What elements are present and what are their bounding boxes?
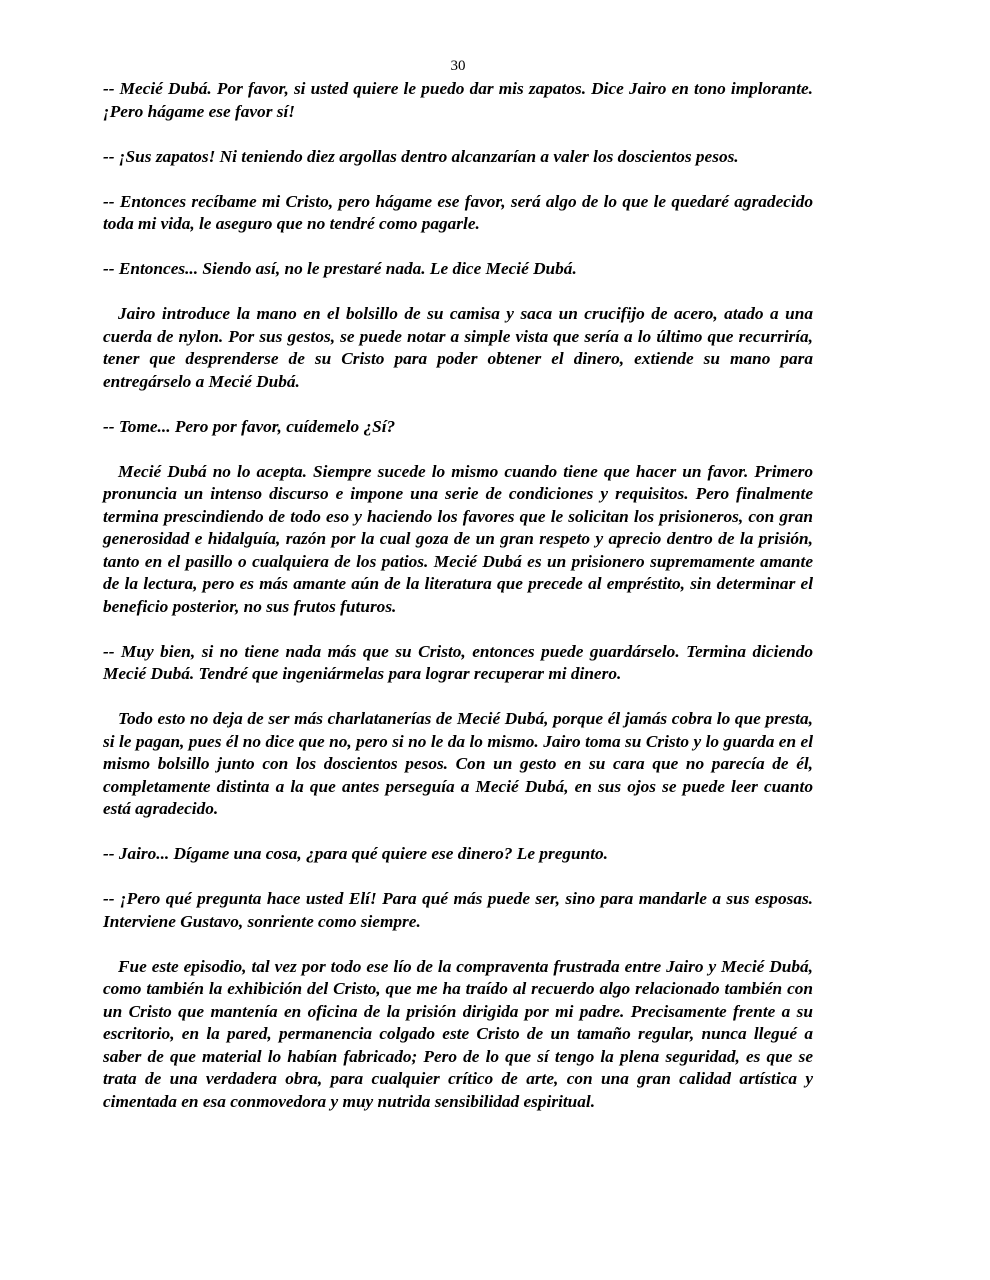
paragraph-7: Mecié Dubá no lo acepta. Siempre sucede lo mismo cuando tiene que hacer un favor. Primero pronuncia un intenso discurso e impone una serie de condiciones y requisitos. Pero finalmente termina prescindiendo de todo eso y haciendo los favores que le solicitan los prisioneros, con gran generosidad e hidalguía, razón por la cual goza de un gran respeto y aprecio dentro de la prisión, tanto en el pasillo o cualquiera de los patios. Mecié Dubá es un prisionero supremamente amante de la lectura, pero es más amante aún de la literatura que precede al empréstito, sin determinar el beneficio posterior, no sus frutos futuros. [103,461,813,616]
paragraph-1: -- Mecié Dubá. Por favor, si usted quiere le puedo dar mis zapatos. Dice Jairo en tono implorante. ¡Pero hágame ese favor sí! [103,79,813,121]
paragraph-6: -- Tome... Pero por favor, cuídemelo ¿Sí? [103,416,396,436]
paragraph-8: -- Muy bien, si no tiene nada más que su Cristo, entonces puede guardárselo. Termina diciendo Mecié Dubá. Tendré que ingeniármelas para lograr recuperar mi dinero. [103,641,813,683]
paragraph-5: Jairo introduce la mano en el bolsillo de su camisa y saca un crucifijo de acero, atado a una cuerda de nylon. Por sus gestos, se puede notar a simple vista que sería a lo último que recurriría, tener que desprenderse de su Cristo para poder obtener el dinero, extiende su mano para entregárselo a Mecié Dubá. [103,304,813,391]
paragraph-3: -- Entonces recíbame mi Cristo, pero hágame ese favor, será algo de lo que le quedaré agradecido toda mi vida, le aseguro que no tendré como pagarle. [103,191,813,233]
paragraph-10: -- Jairo... Dígame una cosa, ¿para qué quiere ese dinero? Le pregunto. [103,844,608,863]
page-number: 30 [450,58,466,74]
page-body [103,78,813,1136]
paragraph-11: -- ¡Pero qué pregunta hace usted Elí! Para qué más puede ser, sino para mandarle a sus esposas. Interviene Gustavo, sonriente como siempre. [103,889,813,931]
paragraph-2: -- ¡Sus zapatos! Ni teniendo diez argollas dentro alcanzarían a valer los doscientos pesos. [103,146,739,166]
paragraph-4: -- Entonces... Siendo así, no le prestaré nada. Le dice Mecié Dubá. [103,259,577,278]
paragraph-9: Todo esto no deja de ser más charlatanerías de Mecié Dubá, porque él jamás cobra lo que presta, si le pagan, pues él no dice que no, pero si no le da lo mismo. Jairo toma su Cristo y lo guarda en el mismo bolsillo junto con los doscientos pesos. Con un gesto en su cara que no parecía de él, completamente distinta a la que antes perseguía a Mecié Dubá, en sus ojos se puede leer cuanto está agradecido. [103,709,813,818]
paragraph-12: Fue este episodio, tal vez por todo ese lío de la compraventa frustrada entre Jairo y Mecié Dubá, como también la exhibición del Cristo, que me ha traído al recuerdo algo relacionado también con un Cristo que mantenía en oficina de la prisión dirigida por mi padre. Precisamente frente a su escritorio, en la pared, permanencia colgado este Cristo de un tamaño regular, nunca llegué a saber de que material lo habían fabricado; Pero de lo que sí tengo la plena seguridad, es que se trata de una verdadera obra, para cualquier crítico de arte, con una gran calidad artística y cimentada en esa conmovedora y muy nutrida sensibilidad espiritual. [103,956,813,1111]
